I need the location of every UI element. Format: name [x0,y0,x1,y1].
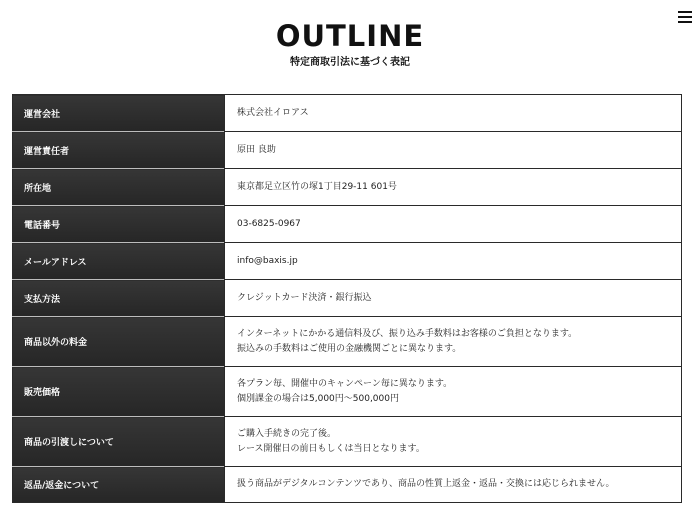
value-line: クレジットカード決済・銀行振込 [237,292,372,303]
row-label: 商品以外の料金 [13,317,225,367]
row-label: メールアドレス [13,243,225,280]
table-row-company [13,95,682,132]
value-line: 振込みの手数料はご使用の金融機関ごとに異なります。 [237,343,462,354]
row-label: 所在地 [13,169,225,206]
value-line: 原田 良助 [237,144,276,155]
value-line: レース開催日の前日もしくは当日となります。 [237,443,425,454]
table-row-manager [13,132,682,169]
value-line: 株式会社イロアス [237,107,309,118]
row-label: 商品の引渡しについて [13,417,225,467]
table-row-payment [13,280,682,317]
value-line: 各プラン毎、開催中のキャンペーン毎に異なります。 [237,378,453,389]
table-row-delivery [13,417,682,467]
page-heading [0,0,700,70]
table-row-address [13,169,682,206]
value-line: 03-6825-0967 [237,218,301,229]
table-row-phone [13,206,682,243]
row-value [225,317,682,367]
hamburger-menu-icon[interactable] [678,10,692,24]
row-label: 運営責任者 [13,132,225,169]
value-line: ご購入手続きの完了後。 [237,428,337,439]
row-value [225,243,682,280]
page-subtitle: 特定商取引法に基づく表記 [290,57,410,68]
value-line: 扱う商品がデジタルコンテンツであり、商品の性質上返金・返品・交換には応じられません。 [237,479,615,489]
menu-bar [678,16,692,18]
value-line: インターネットにかかる通信料及び、振り込み手数料はお客様のご負担となります。 [237,328,578,339]
row-value [225,206,682,243]
row-label: 販売価格 [13,367,225,417]
row-value [225,280,682,317]
menu-bar [678,11,692,13]
row-value [225,417,682,467]
row-label: 返品/返金について [13,467,225,503]
row-label: 運営会社 [13,95,225,132]
outline-table [12,94,682,503]
row-label: 支払方法 [13,280,225,317]
table-row-price [13,367,682,417]
table-row-refund [13,467,682,503]
page-title: OUTLINE [275,19,425,53]
row-value [225,467,682,503]
row-label: 電話番号 [13,206,225,243]
row-value [225,367,682,417]
value-line: 個別課金の場合は5,000円〜500,000円 [237,393,399,404]
table-row-other-fees [13,317,682,367]
row-value [225,132,682,169]
row-value [225,169,682,206]
value-line: 東京都足立区竹の塚1丁目29-11 601号 [237,181,397,192]
row-value [225,95,682,132]
menu-bar [678,21,692,23]
table-row-email [13,243,682,280]
value-line: info@baxis.jp [237,255,298,266]
